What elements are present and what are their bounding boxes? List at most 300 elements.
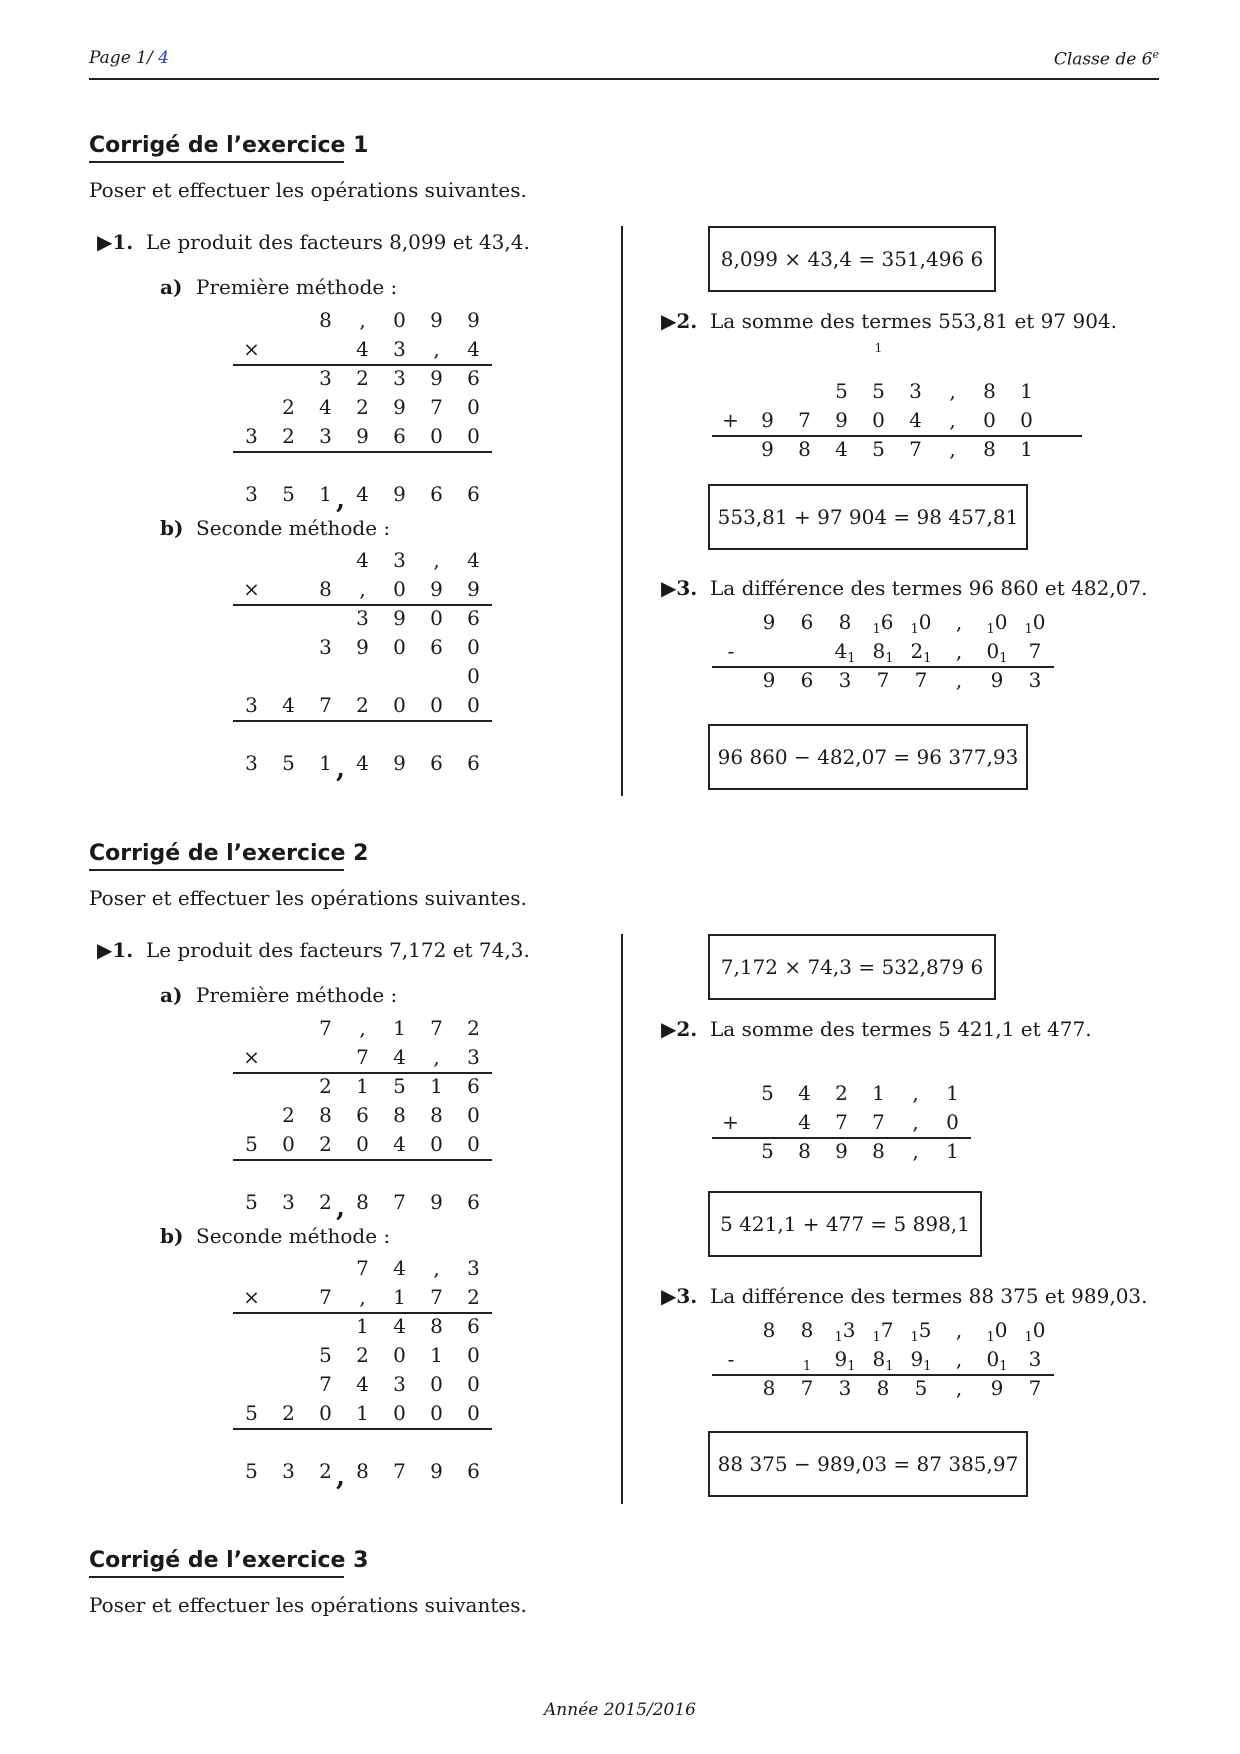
- section-title-2: Corrigé de l’exercice 2: [89, 841, 369, 866]
- digit-cell: 7: [319, 1372, 332, 1396]
- digit-cell: 4: [319, 395, 332, 419]
- digit-cell: 1: [946, 1139, 959, 1163]
- digit-cell: 7: [909, 437, 922, 461]
- digit-cell: 4: [356, 337, 369, 361]
- digit-cell: 3: [319, 635, 332, 659]
- digit-cell: 3: [1028, 1347, 1042, 1371]
- digit-cell: 5: [245, 1132, 258, 1156]
- method-label: a): [160, 983, 183, 1007]
- digit-cell: ,: [912, 1081, 919, 1105]
- result-box: 553,81 + 97 904 = 98 457,81: [708, 484, 1028, 550]
- digit-cell: 6: [430, 482, 443, 506]
- digit-cell: ,: [949, 437, 956, 461]
- digit-cell: 3: [319, 366, 332, 390]
- digit-cell: 4: [393, 1132, 406, 1156]
- digit-cell: ,: [433, 1256, 440, 1280]
- digit-cell: 7: [1028, 639, 1042, 663]
- digit-cell: 8: [762, 1376, 776, 1400]
- carry-mark: 1: [872, 1330, 881, 1345]
- digit-cell: 9: [356, 635, 369, 659]
- digit-text: 9: [834, 1347, 848, 1371]
- decimal-comma: ,: [336, 1193, 346, 1223]
- digit-cell: 7: [430, 395, 443, 419]
- digit-cell: 2: [356, 693, 369, 717]
- question-text: La différence des termes 88 375 et 989,03.: [710, 1284, 1148, 1308]
- question-text: Le produit des facteurs 7,172 et 74,3.: [146, 938, 530, 962]
- digit-cell: 8: [319, 577, 332, 601]
- digit-cell: 3: [282, 1190, 295, 1214]
- section-title-1: Corrigé de l’exercice 1: [89, 133, 369, 158]
- digit-cell: 9: [393, 606, 406, 630]
- digit-cell: 2: [282, 1401, 295, 1425]
- digit-cell: 9: [761, 408, 774, 432]
- digit-cell: ,: [359, 308, 366, 332]
- carry-mark: 1: [1024, 1330, 1033, 1345]
- question-text: Le produit des facteurs 8,099 et 43,4.: [146, 230, 530, 254]
- digit-cell: 2: [319, 1132, 332, 1156]
- digit-cell: 0: [467, 664, 480, 688]
- digit-cell: 9: [356, 424, 369, 448]
- digit-text: 2: [910, 639, 924, 663]
- digit-cell: 5: [835, 379, 848, 403]
- digit-cell: [1020, 1318, 1050, 1350]
- digit-cell: 6: [467, 1074, 480, 1098]
- digit-cell: 8: [798, 437, 811, 461]
- decimal-comma: ,: [336, 754, 346, 784]
- digit-cell: 9: [430, 308, 443, 332]
- method-label: b): [160, 516, 184, 540]
- operation-rule: [712, 1374, 1054, 1376]
- digit-cell: 0: [393, 1343, 406, 1367]
- digit-cell: -: [727, 1347, 735, 1371]
- digit-cell: 9: [467, 308, 480, 332]
- digit-cell: [830, 1318, 860, 1350]
- digit-cell: 3: [393, 1372, 406, 1396]
- digit-cell: 5: [282, 751, 295, 775]
- digit-cell: 9: [393, 482, 406, 506]
- digit-cell: 7: [1028, 1376, 1042, 1400]
- question-text: La somme des termes 5 421,1 et 477.: [710, 1017, 1092, 1041]
- section-underline-1: [89, 161, 344, 163]
- digit-cell: 2: [467, 1285, 480, 1309]
- digit-cell: 9: [990, 668, 1004, 692]
- digit-cell: 9: [835, 408, 848, 432]
- digit-text: 8: [872, 639, 886, 663]
- carry-mark: 1: [847, 651, 856, 666]
- header-rule: [89, 78, 1159, 80]
- result-box: 96 860 − 482,07 = 96 377,93: [708, 724, 1028, 790]
- method-label: b): [160, 1224, 184, 1248]
- digit-cell: 1: [356, 1314, 369, 1338]
- operation-rule: [712, 1137, 971, 1139]
- digit-cell: 1: [946, 1081, 959, 1105]
- digit-cell: ,: [433, 548, 440, 572]
- digit-cell: 0: [467, 1103, 480, 1127]
- digit-cell: -: [727, 639, 735, 663]
- digit-cell: 8: [798, 1139, 811, 1163]
- carry-mark: 1: [910, 622, 919, 637]
- digit-cell: 0: [872, 408, 885, 432]
- digit-cell: +: [722, 408, 739, 432]
- digit-cell: 1: [872, 1081, 885, 1105]
- digit-cell: ,: [912, 1139, 919, 1163]
- digit-cell: 1: [1020, 437, 1033, 461]
- digit-cell: 8: [762, 1318, 776, 1342]
- digit-cell: 3: [467, 1256, 480, 1280]
- digit-cell: 5: [319, 1343, 332, 1367]
- operation-rule: [712, 666, 1054, 668]
- digit-cell: 7: [319, 1285, 332, 1309]
- digit-cell: 3: [245, 424, 258, 448]
- digit-cell: 8: [356, 1459, 369, 1483]
- method-title: Première méthode :: [196, 983, 398, 1007]
- digit-cell: 4: [798, 1081, 811, 1105]
- digit-cell: ×: [243, 1285, 260, 1309]
- result-box: 5 421,1 + 477 = 5 898,1: [708, 1191, 982, 1257]
- digit-cell: 6: [467, 1314, 480, 1338]
- question-number: ▶1.: [97, 938, 134, 962]
- digit-cell: 1: [430, 1343, 443, 1367]
- digit-cell: [906, 610, 936, 642]
- carry-mark: 1: [923, 651, 932, 666]
- digit-text: 6: [880, 610, 894, 634]
- question-number: ▶1.: [97, 230, 134, 254]
- digit-cell: 8: [983, 437, 996, 461]
- digit-cell: 8: [430, 1103, 443, 1127]
- digit-cell: 7: [872, 1110, 885, 1134]
- digit-cell: 0: [467, 1401, 480, 1425]
- digit-cell: 9: [835, 1139, 848, 1163]
- digit-cell: 7: [393, 1459, 406, 1483]
- digit-cell: 9: [761, 437, 774, 461]
- operation-rule: [233, 604, 492, 606]
- decimal-comma: ,: [336, 485, 346, 515]
- digit-cell: 7: [430, 1285, 443, 1309]
- digit-cell: ,: [359, 1285, 366, 1309]
- digit-cell: 3: [467, 1045, 480, 1069]
- digit-cell: 6: [800, 668, 814, 692]
- digit-cell: 4: [798, 1110, 811, 1134]
- digit-cell: 3: [909, 379, 922, 403]
- digit-cell: 9: [990, 1376, 1004, 1400]
- question-text: La différence des termes 96 860 et 482,07.: [710, 576, 1148, 600]
- digit-cell: 9: [430, 1190, 443, 1214]
- page-label: Page 1/: [89, 48, 153, 68]
- digit-cell: 5: [245, 1401, 258, 1425]
- digit-cell: 3: [319, 424, 332, 448]
- digit-cell: 4: [356, 548, 369, 572]
- digit-text: 0: [1032, 1318, 1046, 1342]
- method-label: a): [160, 275, 183, 299]
- digit-cell: 7: [393, 1190, 406, 1214]
- carry-mark: 1: [834, 1330, 843, 1345]
- carry-mark: 1: [1024, 622, 1033, 637]
- operation-rule: [233, 1072, 492, 1074]
- digit-cell: 3: [245, 693, 258, 717]
- section-intro-2: Poser et effectuer les opérations suivantes.: [89, 886, 527, 910]
- digit-cell: ,: [949, 379, 956, 403]
- digit-text: 0: [986, 1347, 1000, 1371]
- operation-rule: [233, 364, 492, 366]
- digit-cell: 0: [946, 1110, 959, 1134]
- column-divider: [621, 226, 623, 796]
- method-title: Seconde méthode :: [196, 1224, 391, 1248]
- digit-cell: 2: [319, 1190, 332, 1214]
- digit-cell: 2: [282, 424, 295, 448]
- digit-text: 0: [994, 1318, 1008, 1342]
- digit-cell: 9: [393, 395, 406, 419]
- digit-cell: 3: [356, 606, 369, 630]
- operation-rule: [233, 1159, 492, 1161]
- digit-cell: 0: [319, 1401, 332, 1425]
- digit-cell: 0: [393, 693, 406, 717]
- digit-cell: ,: [912, 1110, 919, 1134]
- digit-cell: 2: [282, 1103, 295, 1127]
- decimal-comma: ,: [336, 1462, 346, 1492]
- question-number: ▶2.: [661, 1017, 698, 1041]
- digit-cell: 8: [983, 379, 996, 403]
- digit-cell: 0: [983, 408, 996, 432]
- digit-cell: ,: [955, 610, 963, 634]
- digit-cell: 8: [319, 1103, 332, 1127]
- digit-cell: 5: [245, 1459, 258, 1483]
- digit-cell: 0: [467, 395, 480, 419]
- digit-cell: ,: [359, 1016, 366, 1040]
- digit-text: 0: [918, 610, 932, 634]
- digit-cell: 6: [430, 635, 443, 659]
- digit-cell: 7: [356, 1045, 369, 1069]
- result-box: 7,172 × 74,3 = 532,879 6: [708, 934, 996, 1000]
- digit-cell: 4: [393, 1256, 406, 1280]
- digit-cell: 1: [356, 1401, 369, 1425]
- digit-cell: 2: [467, 1016, 480, 1040]
- digit-cell: 0: [467, 424, 480, 448]
- digit-cell: 0: [356, 1132, 369, 1156]
- digit-cell: 5: [872, 379, 885, 403]
- digit-cell: 0: [393, 1401, 406, 1425]
- carry-mark: 1: [872, 622, 881, 637]
- digit-cell: 6: [467, 751, 480, 775]
- digit-text: 8: [872, 1347, 886, 1371]
- carry-mark: 1: [847, 1359, 856, 1374]
- digit-cell: 1: [356, 1074, 369, 1098]
- section-intro-1: Poser et effectuer les opérations suivantes.: [89, 178, 527, 202]
- digit-cell: 2: [319, 1459, 332, 1483]
- digit-cell: 9: [430, 577, 443, 601]
- digit-cell: [1020, 610, 1050, 642]
- digit-cell: 3: [393, 337, 406, 361]
- digit-cell: 3: [838, 668, 852, 692]
- digit-cell: 0: [430, 606, 443, 630]
- digit-cell: 5: [282, 482, 295, 506]
- carry-mark: 1: [923, 1359, 932, 1374]
- digit-cell: 3: [245, 482, 258, 506]
- digit-cell: ,: [955, 1347, 963, 1371]
- digit-text: 5: [918, 1318, 932, 1342]
- page-number: [89, 48, 169, 68]
- carry-mark: 1: [885, 651, 894, 666]
- digit-cell: 2: [319, 1074, 332, 1098]
- digit-cell: 7: [356, 1256, 369, 1280]
- digit-cell: 1: [393, 1285, 406, 1309]
- digit-cell: 6: [467, 606, 480, 630]
- digit-text: 0: [1032, 610, 1046, 634]
- digit-cell: [982, 1318, 1012, 1350]
- digit-cell: 8: [838, 610, 852, 634]
- digit-cell: 4: [282, 693, 295, 717]
- digit-cell: 7: [914, 668, 928, 692]
- digit-cell: [868, 610, 898, 642]
- digit-cell: 4: [467, 337, 480, 361]
- digit-cell: 0: [467, 635, 480, 659]
- digit-cell: 9: [762, 610, 776, 634]
- digit-cell: 0: [430, 1132, 443, 1156]
- operation-rule: [712, 435, 1082, 437]
- digit-cell: 0: [467, 693, 480, 717]
- digit-cell: 2: [356, 395, 369, 419]
- digit-cell: +: [722, 1110, 739, 1134]
- page-total-link[interactable]: 4: [158, 48, 169, 68]
- operation-rule: [233, 451, 492, 453]
- digit-cell: 9: [430, 1459, 443, 1483]
- digit-cell: 5: [393, 1074, 406, 1098]
- digit-cell: 5: [872, 437, 885, 461]
- column-divider: [621, 934, 623, 1504]
- carry-mark: 1: [885, 1359, 894, 1374]
- digit-cell: 0: [467, 1343, 480, 1367]
- digit-cell: 2: [282, 395, 295, 419]
- section-underline-2: [89, 869, 344, 871]
- digit-cell: 4: [909, 408, 922, 432]
- digit-cell: 1: [319, 482, 332, 506]
- digit-cell: ,: [955, 639, 963, 663]
- digit-cell: ,: [359, 577, 366, 601]
- digit-cell: 0: [467, 1372, 480, 1396]
- digit-cell: 5: [914, 1376, 928, 1400]
- class-text: Classe de 6: [1053, 49, 1153, 70]
- digit-cell: 0: [430, 1401, 443, 1425]
- digit-cell: 0: [393, 308, 406, 332]
- digit-cell: 3: [393, 548, 406, 572]
- digit-cell: [868, 1318, 898, 1350]
- digit-cell: 2: [356, 1343, 369, 1367]
- digit-cell: 5: [761, 1139, 774, 1163]
- digit-cell: 4: [356, 1372, 369, 1396]
- digit-text: 4: [834, 639, 848, 663]
- digit-cell: 3: [1028, 668, 1042, 692]
- digit-cell: 8: [430, 1314, 443, 1338]
- digit-cell: 1: [874, 340, 883, 355]
- digit-cell: 0: [430, 693, 443, 717]
- digit-cell: 8: [876, 1376, 890, 1400]
- digit-cell: 8: [356, 1190, 369, 1214]
- digit-cell: 3: [282, 1459, 295, 1483]
- digit-cell: 6: [467, 1459, 480, 1483]
- carry-mark: 1: [986, 1330, 995, 1345]
- digit-cell: 7: [835, 1110, 848, 1134]
- digit-cell: 9: [393, 751, 406, 775]
- digit-cell: 0: [393, 577, 406, 601]
- digit-cell: ,: [955, 1318, 963, 1342]
- section-title-3: Corrigé de l’exercice 3: [89, 1548, 369, 1573]
- digit-cell: 8: [319, 308, 332, 332]
- digit-cell: 6: [467, 482, 480, 506]
- method-title: Seconde méthode :: [196, 516, 391, 540]
- digit-cell: 6: [800, 610, 814, 634]
- class-sup: e: [1152, 48, 1159, 61]
- operation-rule: [233, 1428, 492, 1430]
- digit-cell: ×: [243, 577, 260, 601]
- digit-cell: 1: [430, 1074, 443, 1098]
- digit-cell: 9: [762, 668, 776, 692]
- section-intro-3: Poser et effectuer les opérations suivantes.: [89, 1593, 527, 1617]
- digit-cell: 4: [393, 1314, 406, 1338]
- digit-text: 0: [994, 610, 1008, 634]
- digit-cell: 1: [1020, 379, 1033, 403]
- digit-cell: 3: [245, 751, 258, 775]
- carry-mark: 1: [802, 1359, 812, 1374]
- carry-mark: 1: [910, 1330, 919, 1345]
- result-box: 8,099 × 43,4 = 351,496 6: [708, 226, 996, 292]
- digit-cell: [906, 1318, 936, 1350]
- digit-cell: 1: [319, 751, 332, 775]
- digit-cell: 6: [356, 1103, 369, 1127]
- class-label: [1054, 48, 1159, 70]
- digit-cell: ×: [243, 337, 260, 361]
- operation-rule: [233, 720, 492, 722]
- digit-cell: 9: [430, 366, 443, 390]
- section-underline-3: [89, 1576, 344, 1578]
- question-number: ▶2.: [661, 309, 698, 333]
- digit-cell: 7: [319, 693, 332, 717]
- digit-cell: ,: [955, 1376, 963, 1400]
- digit-cell: ,: [949, 408, 956, 432]
- digit-text: 7: [880, 1318, 894, 1342]
- method-title: Première méthode :: [196, 275, 398, 299]
- digit-cell: 7: [430, 1016, 443, 1040]
- operation-rule: [233, 1312, 492, 1314]
- digit-text: 9: [910, 1347, 924, 1371]
- digit-text: 3: [842, 1318, 856, 1342]
- digit-cell: 4: [393, 1045, 406, 1069]
- digit-cell: ,: [433, 1045, 440, 1069]
- digit-cell: 1: [393, 1016, 406, 1040]
- digit-cell: 4: [467, 548, 480, 572]
- digit-cell: 0: [430, 1372, 443, 1396]
- digit-cell: 7: [319, 1016, 332, 1040]
- digit-cell: 0: [282, 1132, 295, 1156]
- question-text: La somme des termes 553,81 et 97 904.: [710, 309, 1118, 333]
- digit-cell: 0: [467, 1132, 480, 1156]
- digit-text: 0: [986, 639, 1000, 663]
- digit-cell: 0: [430, 424, 443, 448]
- digit-cell: 4: [356, 482, 369, 506]
- digit-cell: ×: [243, 1045, 260, 1069]
- carry-mark: 1: [999, 1359, 1008, 1374]
- digit-cell: 0: [393, 635, 406, 659]
- digit-cell: 8: [800, 1318, 814, 1342]
- digit-cell: 9: [467, 577, 480, 601]
- digit-cell: 6: [393, 424, 406, 448]
- digit-cell: 4: [356, 751, 369, 775]
- digit-cell: 8: [872, 1139, 885, 1163]
- digit-cell: ,: [955, 668, 963, 692]
- digit-cell: 7: [798, 408, 811, 432]
- digit-cell: 5: [245, 1190, 258, 1214]
- digit-cell: 2: [835, 1081, 848, 1105]
- question-number: ▶3.: [661, 576, 698, 600]
- footer-year: Année 2015/2016: [544, 1700, 696, 1720]
